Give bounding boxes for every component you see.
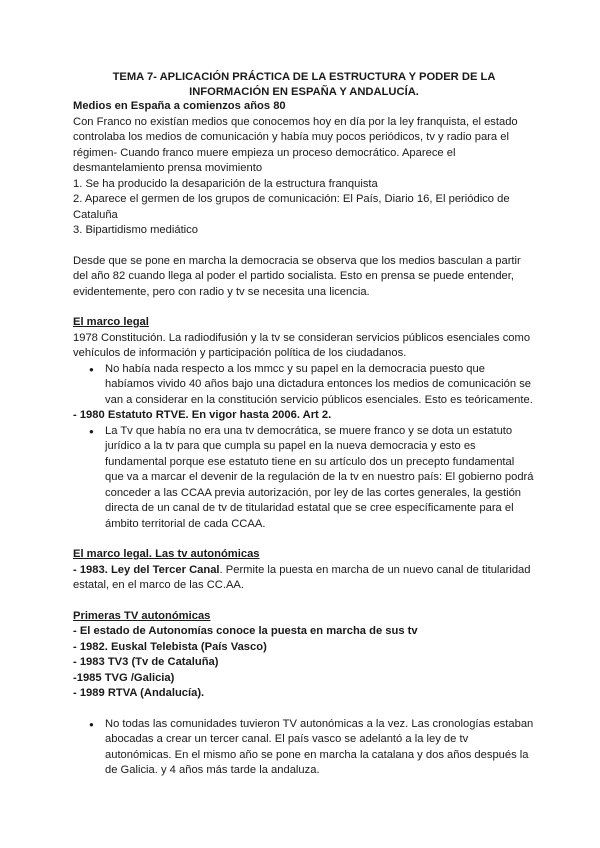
list-item: 3. Bipartidismo mediático (73, 224, 198, 236)
list-item-estatuto: - 1980 Estatuto RTVE. En vigor hasta 2006. Art 2. (73, 409, 332, 421)
paragraph-franco: Con Franco no existían medios que conocemos hoy en día por la ley franquista, el estado controlaba los medios de comunicación y había muy pocos periódicos, tv y radio para el régimen- Cuando franco muere empieza un proceso democrático. Aparece el desmantelamiento prensa movimiento (73, 115, 518, 174)
section-heading-primeras-tv: Primeras TV autonómicas (73, 609, 211, 622)
paragraph-constitucion: 1978 Constitución. La radiodifusión y la tv se consideran servicios públicos esenciales como vehículos de información y participación política de los ciudadanos. (73, 331, 531, 359)
paragraph-tercer-canal (73, 563, 535, 594)
bullet-item: ● La Tv que había no era una tv democrática, se muere franco y se dota un estatuto jurídico a la tv para que cumpla su papel en la nueva democracia y esto es fundamental porque ese estatuto tiene en su artículo dos un precepto fundamental que va a marcar el devenir de la regulación de la tv en nuestro país: El gobierno podrá conceder a las CCAA previa autorización, por ley de las cortes generales, la gestión directa de un canal de tv de titularidad estatal que se cree específicamente para el ámbito territorial de cada CCAA. (73, 424, 535, 533)
section-heading-marco-legal: El marco legal (73, 316, 149, 328)
document-title: TEMA 7- APLICACIÓN PRÁCTICA DE LA ESTRUCTURA Y PODER DE LA INFORMACIÓN EN ESPAÑA Y ANDALUCÍA. (112, 71, 496, 98)
list-item: 1. Se ha producido la desaparición de la estructura franquista (73, 177, 378, 190)
tercer-canal-rest: . Permite la puesta en marcha de un nuevo canal de titularidad estatal, en el marco de las CC.AA. (73, 563, 531, 591)
list-item: - 1982. Euskal Telebista (País Vasco) (73, 640, 267, 653)
list-item: -1985 TVG /Galicia) (73, 671, 175, 684)
tercer-canal-bold: - 1983. Ley del Tercer Canal (73, 563, 220, 576)
section-heading-medios: Medios en España a comienzos años 80 (73, 100, 286, 112)
paragraph-democracia: Desde que se pone en marcha la democracia se observa que los medios basculan a partir del año 82 cuando llega al poder el partido socialista. Esto en prensa se puede entender, evidentemente, pero con radio y tv se necesita una licencia. (73, 254, 521, 298)
list-item: - El estado de Autonomías conoce la puesta en marcha de sus tv (73, 625, 418, 637)
list-item: 2. Aparece el germen de los grupos de comunicación: El País, Diario 16, El periódico de Cataluña (73, 193, 510, 221)
list-item: - 1989 RTVA (Andalucía). (73, 687, 205, 699)
list-item: - 1983 TV3 (Tv de Cataluña) (73, 656, 219, 668)
section-heading-tv-autonomicas: El marco legal. Las tv autonómicas (73, 548, 260, 560)
document-page (73, 70, 535, 779)
bullet-item: ● No todas las comunidades tuvieron TV autonómicas a la vez. Las cronologías estaban abocadas a crear un tercer canal. El país vasco se adelantó a la ley de tv autonómicas. En el mismo año se pone en marcha la catalana y dos años después la de Galicia. y 4 años más tarde la andaluza. (73, 717, 535, 779)
bullet-item: ● No había nada respecto a los mmcc y su papel en la democracia puesto que habíamos vivido 40 años bajo una dictadura entonces los medios de comunicación se van a considerar en la constitución servicio públicos esenciales. Esto es teóricamente. (73, 362, 535, 409)
